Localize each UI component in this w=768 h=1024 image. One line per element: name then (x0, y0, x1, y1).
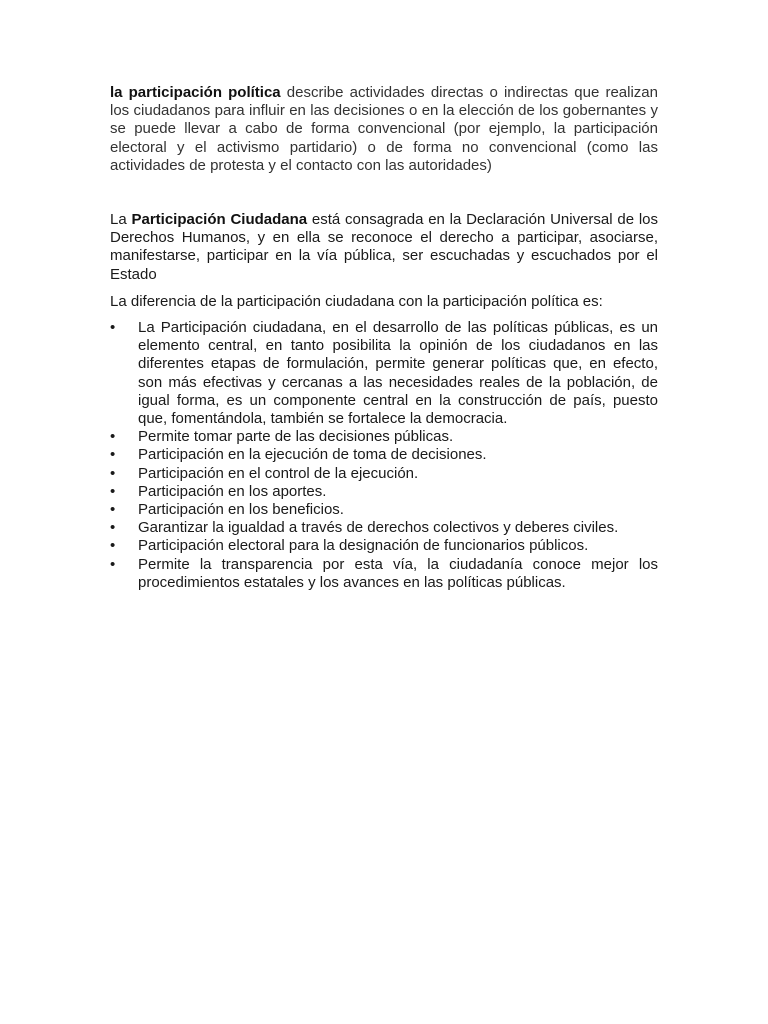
paragraph-political-participation (110, 84, 658, 175)
bullet-icon: • (110, 482, 116, 500)
bullet-icon: • (110, 501, 116, 519)
bullet-icon: • (110, 446, 116, 464)
bullet-icon: • (110, 319, 116, 337)
list-item (110, 319, 658, 428)
list-item (110, 556, 658, 592)
list-item (110, 537, 658, 555)
list-item-text: Participación electoral para la designación de funcionarios públicos. (138, 537, 589, 555)
difference-bullet-list (110, 319, 658, 592)
paragraph2-text: está consagrada en la Declaración Universal de los Derechos Humanos, y en ella se reconoce el derecho a participar, asociarse, manifestarse, participar en la vía pública, ser escuchadas y escuchados por el Estado (110, 211, 659, 283)
document-body (110, 84, 658, 592)
list-item-text: Participación en el control de la ejecución. (138, 464, 419, 482)
paragraph2-prefix: La (110, 211, 132, 229)
list-item-text: Participación en los aportes. (138, 482, 327, 500)
list-item-text: Participación en los beneficios. (138, 501, 344, 519)
paragraph1-text: describe actividades directas o indirectas que realizan los ciudadanos para influir en las decisiones o en la elección de los gobernantes y se puede llevar a cabo de forma convencional (por ejemplo, la participación electoral y el activismo partidario) o de forma no convencional (como las actividades de protesta y el contacto con las autoridades) (110, 84, 658, 174)
paragraph-difference-intro: La diferencia de la participación ciudadana con la participación política es: (110, 292, 603, 310)
list-item (110, 501, 658, 519)
list-item (110, 446, 658, 464)
paragraph-citizen-participation (110, 211, 658, 284)
list-item (110, 519, 658, 537)
bullet-icon: • (110, 464, 116, 482)
bullet-icon: • (110, 555, 116, 573)
bullet-icon: • (110, 428, 116, 446)
term-citizen-participation: Participación Ciudadana (131, 211, 308, 229)
list-item (110, 483, 658, 501)
term-political-participation: la participación política (110, 84, 281, 101)
list-item-text: Permite la transparencia por esta vía, la ciudadanía conoce mejor los procedimientos estatales y los avances en las políticas públicas. (138, 555, 658, 591)
list-item-text: Participación en la ejecución de toma de decisiones. (138, 446, 487, 464)
list-item-text: Permite tomar parte de las decisiones públicas. (138, 428, 454, 446)
list-item-text: La Participación ciudadana, en el desarrollo de las políticas públicas, es un elemento central, en tanto posibilita la opinión de los ciudadanos en las diferentes etapas de formulación, permite generar políticas que, en efecto, son más efectivas y cercanas a las necesidades reales de la población, de igual forma, es un componente central en la construcción de país, puesto que, fomentándola, también se fortalece la democracia. (138, 319, 658, 428)
list-item (110, 428, 658, 446)
list-item-text: Garantizar la igualdad a través de derechos colectivos y deberes civiles. (138, 519, 619, 537)
list-item (110, 465, 658, 483)
bullet-icon: • (110, 519, 116, 537)
bullet-icon: • (110, 537, 116, 555)
